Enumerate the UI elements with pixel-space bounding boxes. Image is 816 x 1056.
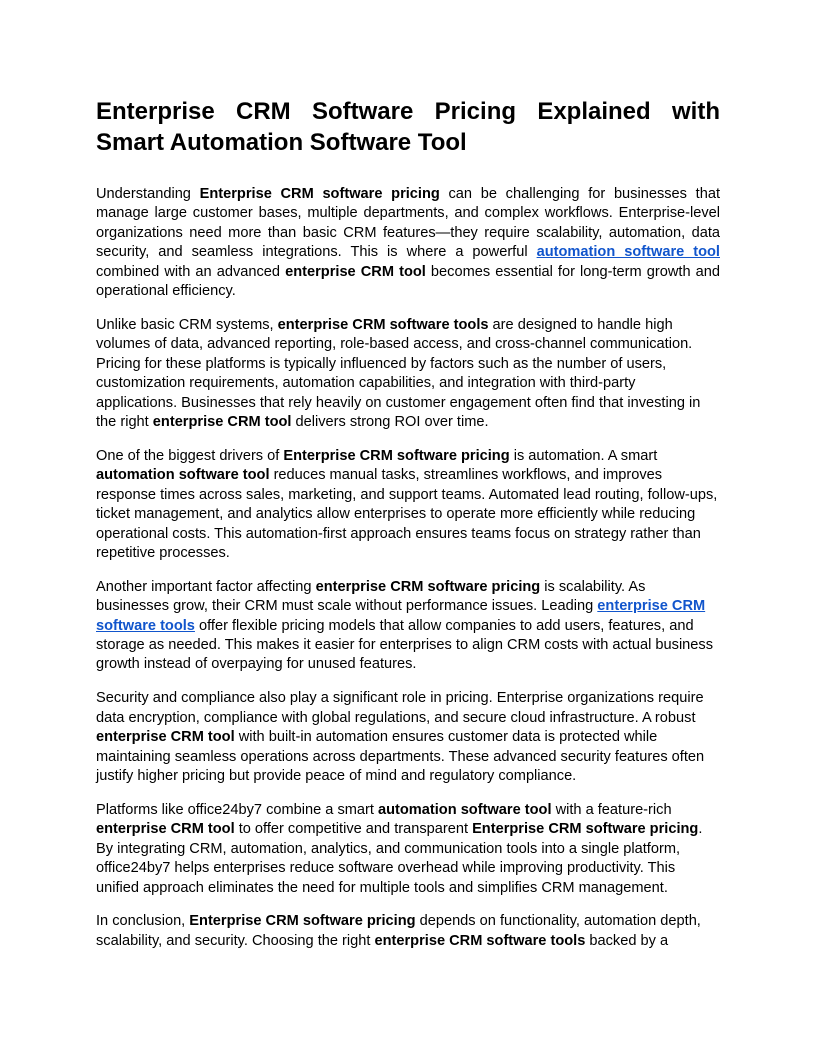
bold-phrase: automation software tool bbox=[378, 801, 552, 818]
text-run: with a feature-rich bbox=[551, 801, 672, 818]
bold-phrase: automation software tool bbox=[96, 467, 270, 484]
text-run: delivers strong ROI over time. bbox=[291, 413, 489, 430]
text-run: offer flexible pricing models that allow companies to add users, features, and storage as needed. This makes it easier for enterprises to align CRM costs with actual business growth instead of overpaying for unused features. bbox=[96, 617, 714, 673]
text-run: One of the biggest drivers of bbox=[96, 447, 284, 464]
bold-phrase: Enterprise CRM software pricing bbox=[189, 913, 416, 930]
text-run: In conclusion, bbox=[96, 913, 190, 930]
bold-phrase: enterprise CRM tool bbox=[96, 821, 235, 838]
text-run: Platforms like office24by7 combine a smart bbox=[96, 801, 378, 818]
text-run: Another important factor affecting bbox=[96, 578, 316, 595]
paragraph-security bbox=[96, 689, 720, 786]
paragraph-conclusion bbox=[96, 912, 720, 951]
text-run: backed by a bbox=[585, 932, 669, 949]
bold-phrase: enterprise CRM software tools bbox=[374, 932, 586, 949]
text-run: combined with an advanced bbox=[96, 263, 286, 280]
paragraph-crm-systems bbox=[96, 316, 720, 432]
enterprise-crm-software-tools-link[interactable]: enterprise CRM software tools bbox=[96, 598, 706, 634]
text-run: Understanding bbox=[96, 186, 200, 202]
paragraph-intro bbox=[96, 185, 720, 301]
bold-phrase: Enterprise CRM software pricing bbox=[472, 821, 699, 838]
paragraph-platforms bbox=[96, 801, 720, 898]
text-run: reduces manual tasks, streamlines workflows, and improves response times across sales, marketing, and support teams. Automated lead routing, follow-ups, ticket management, and analytics allow enterprises to operate more efficiently while reducing operational costs. This automation-first approach ensures teams focus on strategy rather than repetitive processes. bbox=[96, 467, 718, 561]
text-run: can be challenging for businesses that manage large customer bases, multiple departments, and complex workflows. Enterprise-level organizations need more than basic CRM features—they require scalability, automation, data security, and seamless integrations. This is where a powerful bbox=[96, 186, 720, 261]
document-title: Enterprise CRM Software Pricing Explained with Smart Automation Software Tool bbox=[96, 98, 720, 156]
text-run: . By integrating CRM, automation, analytics, and communication tools into a single platform, office24by7 helps enterprises reduce software overhead while improving productivity. This unified approach eliminates the need for multiple tools and simplifies CRM management. bbox=[96, 821, 703, 896]
bold-phrase: enterprise CRM tool bbox=[285, 263, 426, 280]
document-page bbox=[96, 96, 720, 966]
text-run: becomes essential for long-term growth and operational efficiency. bbox=[96, 263, 721, 300]
text-run: depends on functionality, automation depth, scalability, and security. Choosing the right bbox=[96, 913, 701, 949]
bold-phrase: Enterprise CRM software pricing bbox=[283, 447, 510, 464]
paragraph-automation bbox=[96, 447, 720, 563]
text-run: Unlike basic CRM systems, bbox=[96, 316, 278, 333]
text-run: are designed to handle high volumes of data, advanced reporting, role-based access, and cross-channel communication. Pricing for these platforms is typically influenced by factors such as the number of users, customization requirements, automation capabilities, and integration with third-party applications. Businesses that rely heavily on customer engagement often find that investing in the right bbox=[96, 316, 701, 430]
text-run: to offer competitive and transparent bbox=[234, 821, 473, 838]
paragraph-scalability bbox=[96, 578, 720, 675]
text-run: is scalability. As businesses grow, their CRM must scale without performance issues. Leading bbox=[96, 578, 646, 615]
bold-phrase: enterprise CRM tool bbox=[152, 413, 292, 430]
text-run: is automation. A smart bbox=[509, 447, 658, 464]
bold-phrase: Enterprise CRM software pricing bbox=[199, 186, 440, 202]
bold-phrase: enterprise CRM tool bbox=[96, 729, 235, 746]
bold-phrase: enterprise CRM software tools bbox=[277, 316, 489, 333]
automation-software-tool-link[interactable]: automation software tool bbox=[536, 244, 720, 261]
bold-phrase: enterprise CRM software pricing bbox=[315, 578, 541, 595]
text-run: with built-in automation ensures customer data is protected while maintaining seamless operations across departments. These advanced security features often justify higher pricing but provide peace of mind and regulatory compliance. bbox=[96, 729, 705, 784]
text-run: Security and compliance also play a significant role in pricing. Enterprise organizations require data encryption, compliance with global regulations, and secure cloud infrastructure. A robust bbox=[96, 690, 704, 726]
